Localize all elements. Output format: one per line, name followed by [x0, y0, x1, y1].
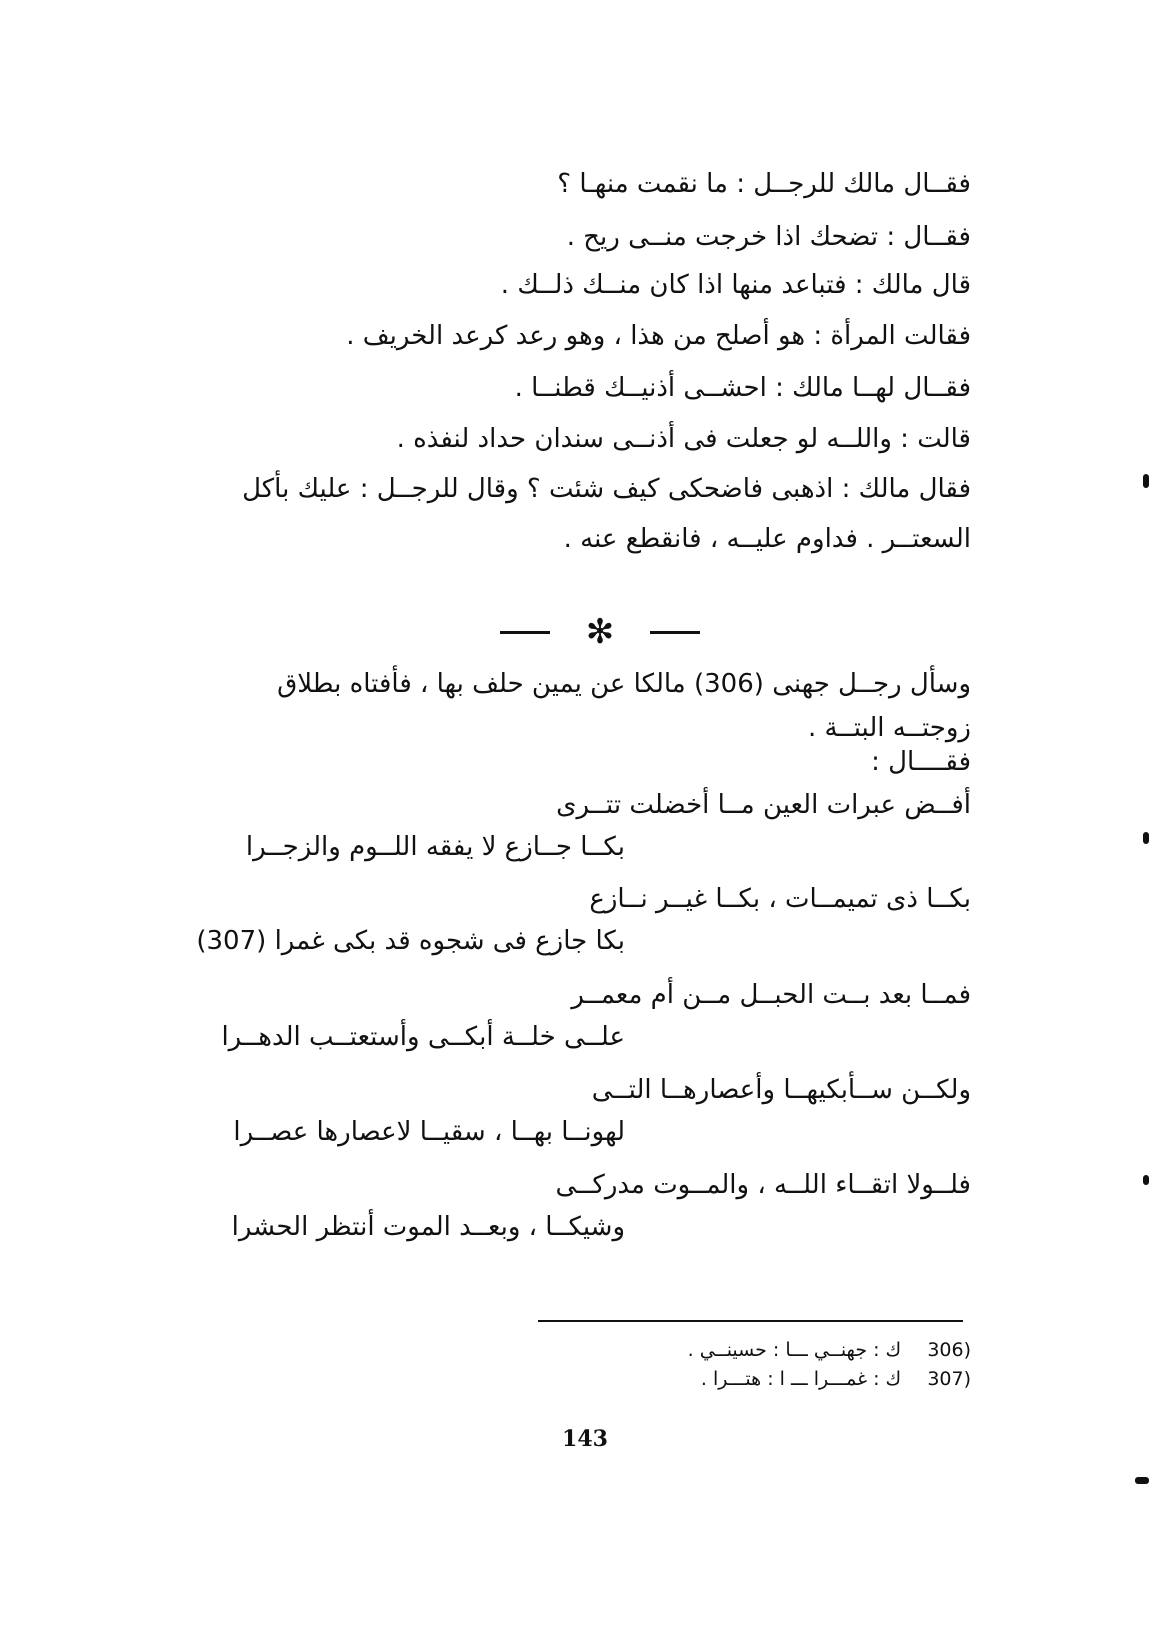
footnote-307	[701, 1365, 971, 1393]
verse-2-first: بكــا ذى تميمــات ، بكــا غيــر نــازع	[589, 884, 971, 914]
separator-dash-right	[650, 631, 700, 634]
scan-edge-mark	[1143, 832, 1149, 844]
closing-paragraph: فقال مالك : اذهبى فاضحكى كيف شئت ؟ وقال للرجــل : عليك بأكل السعتــر . فداوم عليــه ، فانقطع عنه .	[242, 474, 971, 554]
verse-4-second: لهونــا بهــا ، سقيــا لاعصارها عصــرا	[233, 1117, 625, 1147]
dialogue-line-6: قالت : واللــه لو جعلت فى أذنــى سندان حداد لنفذه .	[396, 424, 971, 454]
verse-1-first: أفــض عبرات العين مــا أخضلت تتــرى	[556, 790, 971, 820]
verse-5-first: فلــولا اتقــاء اللــه ، والمــوت مدركــى	[555, 1170, 971, 1200]
dialogue-line-3: قال مالك : فتباعد منها اذا كان منــك ذلــك .	[500, 270, 971, 300]
verse-2-second: بكا جازع فى شجوه قد بكى غمرا (307)	[196, 926, 625, 956]
verse-5-second: وشيكــا ، وبعــد الموت أنتظر الحشرا	[231, 1212, 625, 1242]
story-paragraph: وسأل رجــل جهنى (306) مالكا عن يمين حلف بها ، فأفتاه بطلاق زوجتــه البتــة .	[277, 669, 971, 743]
footnote-text: ك : جهنــي ـــا : حسينــي .	[687, 1339, 902, 1361]
said-label: فقــــال :	[871, 747, 971, 777]
footnote-number: (307	[927, 1368, 971, 1390]
dialogue-line-1: فقــال مالك للرجــل : ما نقمت منهـا ؟	[557, 169, 971, 199]
footnote-number: (306	[927, 1339, 971, 1361]
verse-3-second: علــى خلــة أبكــى وأستعتــب الدهــرا	[221, 1022, 625, 1052]
dialogue-line-5: فقــال لهــا مالك : احشــى أذنيــك قطنــا .	[514, 373, 971, 403]
verse-1-second: بكــا جــازع لا يفقه اللــوم والزجــرا	[245, 832, 625, 862]
footnote-rule	[538, 1320, 963, 1322]
verse-3-first: فمــا بعد بــت الحبــل مــن أم معمــر	[571, 980, 971, 1010]
scan-edge-mark	[1143, 1175, 1149, 1185]
page-number: 143	[562, 1426, 608, 1452]
separator-dash-left	[500, 631, 550, 634]
dialogue-line-4: فقالت المرأة : هو أصلح من هذا ، وهو رعد كرعد الخريف .	[346, 321, 971, 351]
scan-edge-mark	[1143, 474, 1149, 488]
footnote-306	[688, 1336, 971, 1364]
dialogue-line-2: فقــال : تضحك اذا خرجت منــى ريح .	[566, 222, 971, 252]
scan-edge-mark	[1135, 1477, 1149, 1484]
verse-4-first: ولكــن ســأبكيهــا وأعصارهــا التــى	[591, 1075, 971, 1105]
separator-star-icon: ✻	[585, 612, 615, 652]
section-separator	[500, 612, 700, 652]
footnote-text: ك : غمـــرا ـــ ا : هتـــرا .	[700, 1368, 902, 1390]
